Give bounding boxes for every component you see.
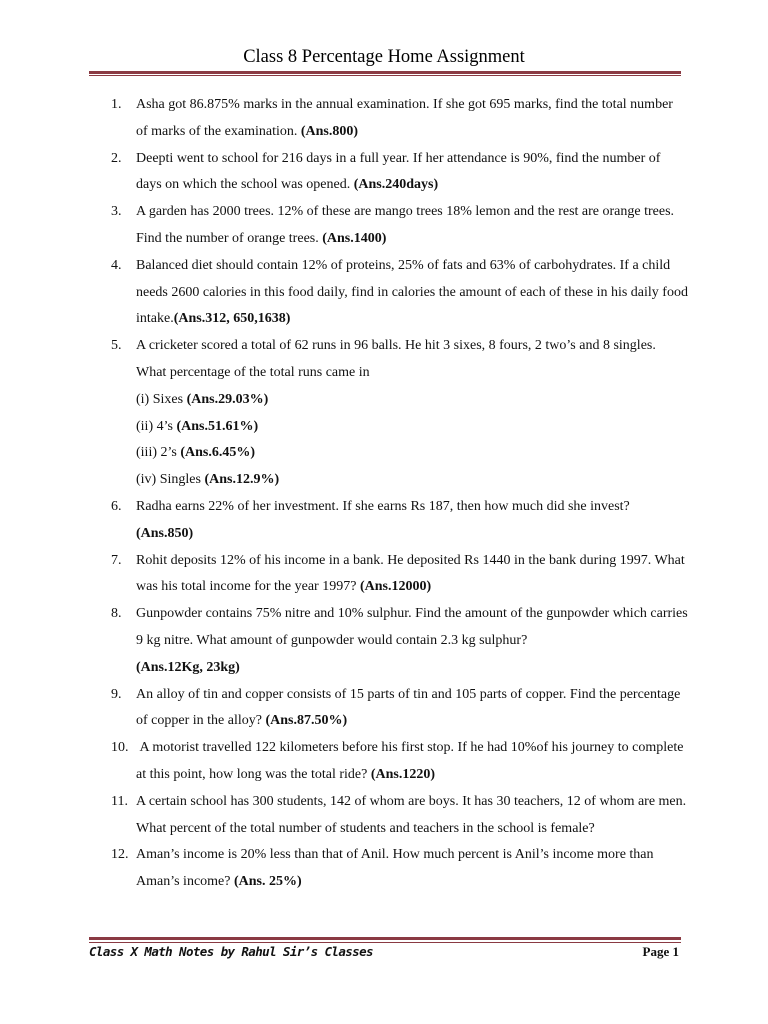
footer-rule-thin [89,942,681,943]
question-text-block [136,842,688,896]
question-item [0,494,768,548]
question-text-block [136,789,688,843]
question-item [0,253,768,333]
question-number: 9. [111,686,122,702]
question-item [0,333,768,494]
answer: (Ans.850) [136,525,194,541]
answer: (Ans.240days) [353,177,439,193]
page-number: Page 1 [642,944,679,959]
page-title: Class 8 Percentage Home Assignment [243,47,525,67]
question-text: A motorist travelled 122 kilometers before his first stop. If he had 10%of his journey to complete at this point, how long was the total ride? [136,740,684,782]
question-item [0,735,768,789]
answer: (Ans.1400) [322,230,387,246]
subpart-twos [136,440,688,467]
question-text: Radha earns 22% of her investment. If she earns Rs 187, then how much did she invest? [136,498,630,514]
answer: (Ans.87.50%) [265,713,348,729]
question-number: 4. [111,257,122,273]
question-text: Gunpowder contains 75% nitre and 10% sulphur. Find the amount of the gunpowder which carries 9 kg nitre. What amount of gunpowder would contain 2.3 kg sulphur? [136,606,688,648]
header-rule [89,71,681,74]
question-list [0,92,768,896]
answer: (Ans.29.03%) [186,391,269,407]
question-text: A certain school has 300 students, 142 of whom are boys. It has 30 teachers, 12 of whom are men. What percent of the total number of students and teachers in the school is female? [136,793,687,836]
question-text-block [136,735,688,789]
question-number: 5. [111,338,122,354]
question-text: Rohit deposits 12% of his income in a bank. He deposited Rs 1440 in the bank during 1997. What was his total income for the year 1997? [136,552,685,595]
question-number: 2. [111,150,122,166]
subpart-label: (iii) 2’s [136,445,181,461]
question-item [0,842,768,896]
answer: (Ans.1220) [370,766,436,782]
question-text-block [136,548,688,602]
question-text-block [136,92,688,146]
subpart-fours [136,414,688,441]
question-number: 1. [111,97,122,112]
question-text-block [136,682,688,736]
question-text-block [136,333,688,494]
subpart-label: (ii) 4’s [136,418,177,434]
answer: (Ans.800) [300,123,359,139]
header-rule-thin [89,75,681,76]
answer: (Ans. 25%) [233,874,302,890]
question-item [0,682,768,736]
question-number: 8. [111,606,122,622]
question-number: 12. [111,847,129,863]
answer: (Ans.6.45%) [180,445,256,461]
question-number: 6. [111,498,122,514]
question-text: A garden has 2000 trees. 12% of these are mango trees 18% lemon and the rest are orange trees. Find the number of orange trees. [136,204,675,246]
answer: (Ans.51.61%) [176,418,259,434]
subpart-label: (i) Sixes [136,391,187,407]
question-item [0,92,768,146]
answer: (Ans.12.9%) [204,472,280,488]
question-text: Deepti went to school for 216 days in a full year. If her attendance is 90%, find the number of days on which the school was opened. [136,150,661,193]
question-text: Aman’s income is 20% less than that of Anil. How much percent is Anil’s income more than Aman’s income? [136,847,654,890]
question-text: A cricketer scored a total of 62 runs in 96 balls. He hit 3 sixes, 8 fours, 2 two’s and 8 singles. What percentage of the total runs came in [136,338,656,380]
question-text: Balanced diet should contain 12% of proteins, 25% of fats and 63% of carbohydrates. If a child needs 2600 calories in this food daily, find in calories the amount of each of these in his daily food intake. [136,257,688,327]
question-number: 7. [111,552,122,568]
question-text-block [136,253,688,333]
question-item [0,146,768,200]
question-text-block [136,494,688,548]
subpart-singles [136,467,688,494]
answer: (Ans.12Kg, 23kg) [136,659,240,675]
question-item [0,789,768,843]
subpart-sixes [136,387,688,414]
question-text-block [136,199,688,253]
footer-rule [89,937,681,940]
footer-credit: Class X Math Notes by Rahul Sir’s Classes [89,944,373,959]
question-text: Asha got 86.875% marks in the annual examination. If she got 695 marks, find the total number of marks of the examination. [136,97,673,139]
question-item [0,199,768,253]
answer: (Ans.312, 650,1638) [173,311,291,327]
answer: (Ans.12000) [359,579,432,595]
question-number: 10. [111,740,129,756]
question-item [0,601,768,681]
question-text-block [136,601,688,681]
subpart-label: (iv) Singles [136,472,205,488]
question-number: 11. [111,793,128,809]
question-number: 3. [111,204,122,220]
question-item [0,548,768,602]
question-text: An alloy of tin and copper consists of 15 parts of tin and 105 parts of copper. Find the percentage of copper in the alloy? [136,686,681,729]
question-text-block [136,146,688,200]
